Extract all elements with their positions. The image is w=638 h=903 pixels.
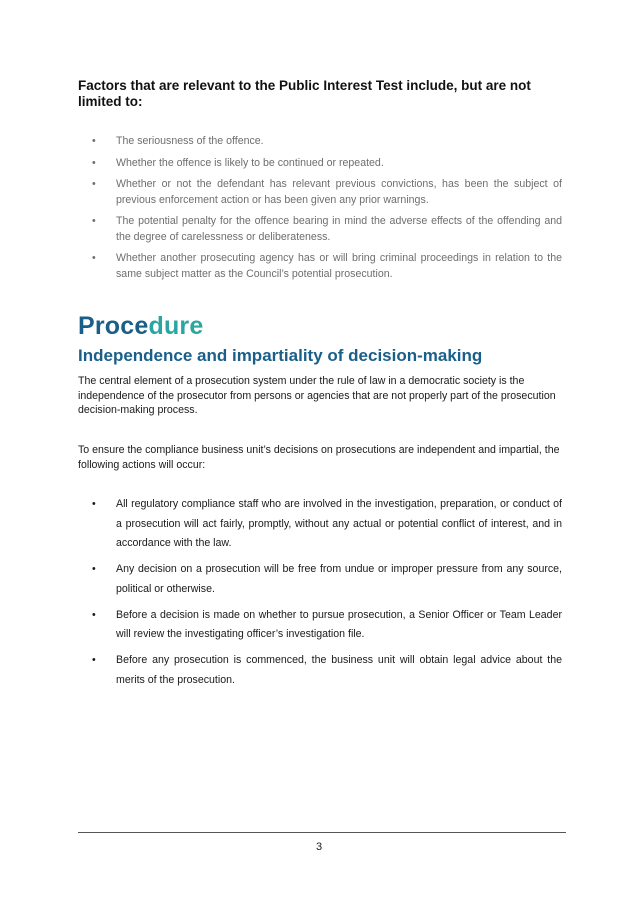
bullet-icon: •: [92, 156, 96, 169]
list-item-text: Any decision on a prosecution will be free from undue or improper pressure from any source, political or otherwise.: [116, 563, 562, 595]
list-item-text: Whether or not the defendant has relevant previous convictions, has been the subject of previous enforcement action or has been given any prior warnings.: [116, 178, 562, 206]
bullet-icon: •: [92, 654, 96, 666]
footer-divider: [78, 832, 566, 833]
factors-heading: Factors that are relevant to the Public Interest Test include, but are not limited to:: [78, 78, 531, 109]
bullet-icon: •: [92, 135, 96, 147]
section-title-part-2: dure: [148, 312, 204, 340]
list-item: [78, 177, 562, 208]
bullet-icon: •: [92, 178, 96, 190]
section-title-part-1: Proce: [78, 312, 149, 340]
list-item: [78, 251, 562, 282]
list-item-text: Whether the offence is likely to be continued or repeated.: [116, 156, 384, 169]
subheading: Independence and impartiality of decision-making: [78, 346, 483, 365]
section-title: [78, 311, 203, 341]
page-number: 3: [315, 841, 323, 853]
list-item: [78, 606, 562, 645]
list-item-text: The potential penalty for the offence bearing in mind the adverse effects of the offending and the degree of carelessness or deliberateness.: [116, 215, 562, 243]
list-item: [78, 495, 562, 554]
bullet-icon: •: [92, 608, 96, 621]
list-item-text: All regulatory compliance staff who are involved in the investigation, preparation, or conduct of a prosecution will act fairly, promptly, without any actual or potential conflict of interest, and in accordance with the law.: [116, 498, 562, 549]
list-item: [78, 156, 562, 172]
bullet-icon: •: [92, 215, 96, 227]
list-item-text: The seriousness of the offence.: [116, 135, 264, 147]
bullet-icon: •: [92, 252, 96, 264]
list-item: [78, 651, 562, 690]
public-interest-factors-list: [78, 134, 562, 288]
impartiality-actions-list: [78, 495, 562, 697]
list-item: [78, 134, 562, 150]
list-item-text: Before a decision is made on whether to pursue prosecution, a Senior Officer or Team Leader will review the investigating officer’s investigation file.: [116, 608, 562, 640]
list-item: [78, 214, 562, 245]
paragraph-actions-intro: To ensure the compliance business unit’s decisions on prosecutions are independent and impartial, the following actions will occur:: [78, 444, 560, 471]
paragraph-independence: The central element of a prosecution system under the rule of law in a democratic society is the independence of the prosecutor from persons or agencies that are not properly part of the prosecution decision-making process.: [78, 375, 556, 416]
bullet-icon: •: [92, 563, 96, 575]
bullet-icon: •: [92, 498, 96, 510]
list-item-text: Before any prosecution is commenced, the business unit will obtain legal advice about the merits of the prosecution.: [116, 654, 562, 686]
list-item-text: Whether another prosecuting agency has or will bring criminal proceedings in relation to the same subject matter as the Council’s potential prosecution.: [116, 252, 562, 280]
list-item: [78, 560, 562, 599]
